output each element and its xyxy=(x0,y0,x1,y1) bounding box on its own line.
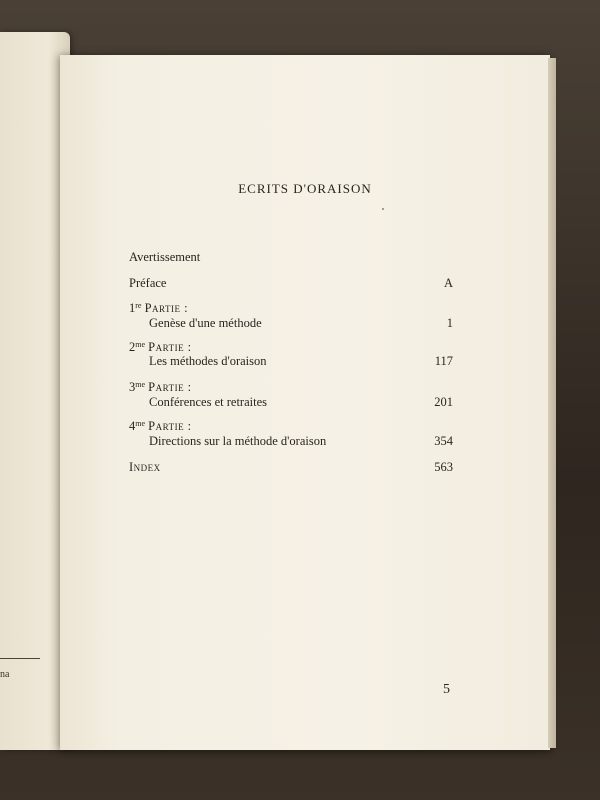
toc-entry-part-4 xyxy=(129,434,453,450)
ordinal-suffix: re xyxy=(135,301,142,310)
ordinal-suffix: me xyxy=(135,419,146,428)
toc-page-number: 563 xyxy=(434,460,453,474)
page-title: ECRITS D'ORAISON xyxy=(238,181,372,196)
toc-page-number: 354 xyxy=(434,434,453,448)
toc-label: Les méthodes d'oraison xyxy=(149,354,267,368)
toc-page-number: 1 xyxy=(446,316,453,330)
part-number: 1 xyxy=(129,301,136,315)
toc-entry-avertissement xyxy=(129,250,453,266)
toc-entry-preface xyxy=(129,276,453,292)
part-word: Partie : xyxy=(148,340,192,354)
part-word: Partie : xyxy=(144,301,189,315)
toc-part-heading-4 xyxy=(129,419,453,435)
page-stack-edge xyxy=(548,58,556,748)
toc-page-number: 201 xyxy=(434,395,453,409)
part-word: Partie : xyxy=(148,419,192,433)
left-page-text-fragment: na xyxy=(0,669,10,680)
toc-label: Conférences et retraites xyxy=(149,395,267,409)
toc-label: Index xyxy=(129,460,161,474)
toc-page-number: 117 xyxy=(434,354,453,368)
toc-label: Genèse d'une méthode xyxy=(149,316,262,330)
toc-entry-index xyxy=(129,460,453,476)
ordinal-suffix: me xyxy=(135,380,146,389)
toc-part-heading-1 xyxy=(129,301,453,317)
toc-page-number: A xyxy=(443,276,453,290)
part-number: 2 xyxy=(129,340,136,354)
toc-entry-part-1 xyxy=(129,316,453,332)
toc-label: Préface xyxy=(129,276,167,290)
page-number: 5 xyxy=(443,682,450,697)
toc-entry-part-3 xyxy=(129,395,453,411)
toc-entry-part-2 xyxy=(129,354,453,370)
left-page-rule xyxy=(0,658,40,659)
paper-speck xyxy=(382,208,384,210)
toc-label: Directions sur la méthode d'oraison xyxy=(149,434,327,448)
toc-label: Avertissement xyxy=(129,250,201,264)
part-number: 3 xyxy=(129,380,136,394)
toc-part-heading-3 xyxy=(129,380,453,396)
ordinal-suffix: me xyxy=(135,340,146,349)
part-word: Partie : xyxy=(148,380,192,394)
part-number: 4 xyxy=(129,419,136,433)
